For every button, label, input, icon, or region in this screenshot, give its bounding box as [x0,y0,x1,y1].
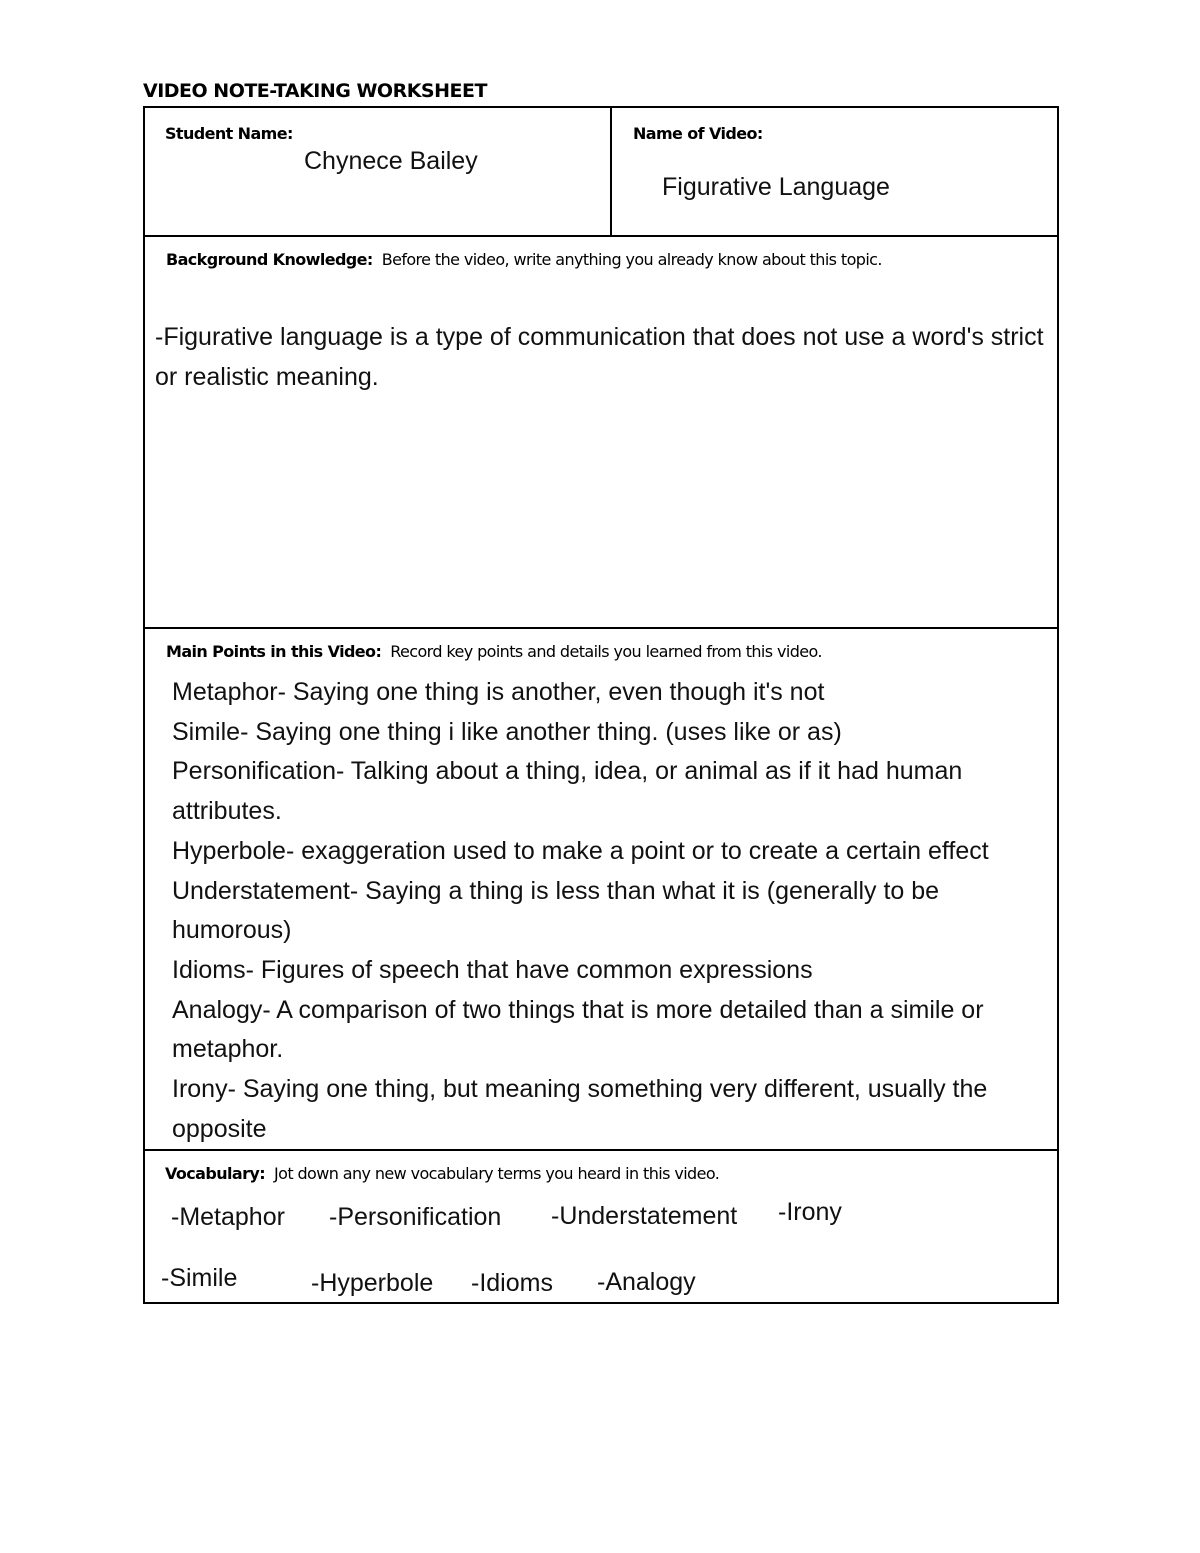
background-knowledge-label: Background Knowledge: [166,250,373,269]
main-point-item: Metaphor- Saying one thing is another, even though it's not [172,678,825,706]
main-point-item: Hyperbole- exaggeration used to make a point or to create a certain effect [172,836,989,865]
main-points-instruction: Record key points and details you learned from this video. [390,642,822,661]
vocab-term-idioms: -Idioms [471,1269,553,1297]
vocab-term-analogy: -Analogy [597,1268,696,1296]
vocab-term-simile: -Simile [161,1264,238,1292]
main-points-section [145,629,1057,1151]
vocabulary-label: Vocabulary: [165,1164,266,1183]
vocabulary-section [145,1151,1057,1302]
vocab-term-personification: -Personification [329,1203,502,1231]
video-name-label: Name of Video: [633,124,763,143]
worksheet-title: VIDEO NOTE-TAKING WORKSHEET [143,80,487,102]
main-points-list [172,673,1052,1149]
student-name-value: Chynece Bailey [304,147,478,175]
main-point-item: Analogy- A comparison of two things that is more detailed than a simile or metaphor. [172,995,984,1064]
video-name-cell [612,108,1057,235]
student-name-label: Student Name: [165,124,293,143]
main-point-item: Understatement- Saying a thing is less than what it is (generally to be humorous) [172,876,940,945]
worksheet-table [143,106,1059,1304]
vocabulary-instruction: Jot down any new vocabulary terms you heard in this video. [274,1164,720,1183]
main-point-item: Irony- Saying one thing, but meaning something very different, usually the opposite [172,1075,988,1143]
background-knowledge-section [145,237,1057,629]
background-knowledge-instruction: Before the video, write anything you already know about this topic. [381,250,882,269]
student-name-cell [145,108,612,235]
main-point-item: Idioms- Figures of speech that have common expressions [172,955,813,984]
vocab-term-understatement: -Understatement [551,1202,738,1230]
main-point-item: Simile- Saying one thing i like another thing. (uses like or as) [172,717,842,746]
vocab-term-hyperbole: -Hyperbole [311,1269,434,1297]
background-knowledge-answer: -Figurative language is a type of communication that does not use a word's strict or realistic meaning. [155,323,1044,391]
header-row [145,108,1057,237]
main-point-item: Personification- Talking about a thing, idea, or animal as if it had human attributes. [172,757,963,826]
video-name-value: Figurative Language [662,173,890,201]
vocab-term-irony: -Irony [778,1198,842,1226]
main-points-label: Main Points in this Video: [166,642,382,661]
vocab-term-metaphor: -Metaphor [171,1203,285,1231]
